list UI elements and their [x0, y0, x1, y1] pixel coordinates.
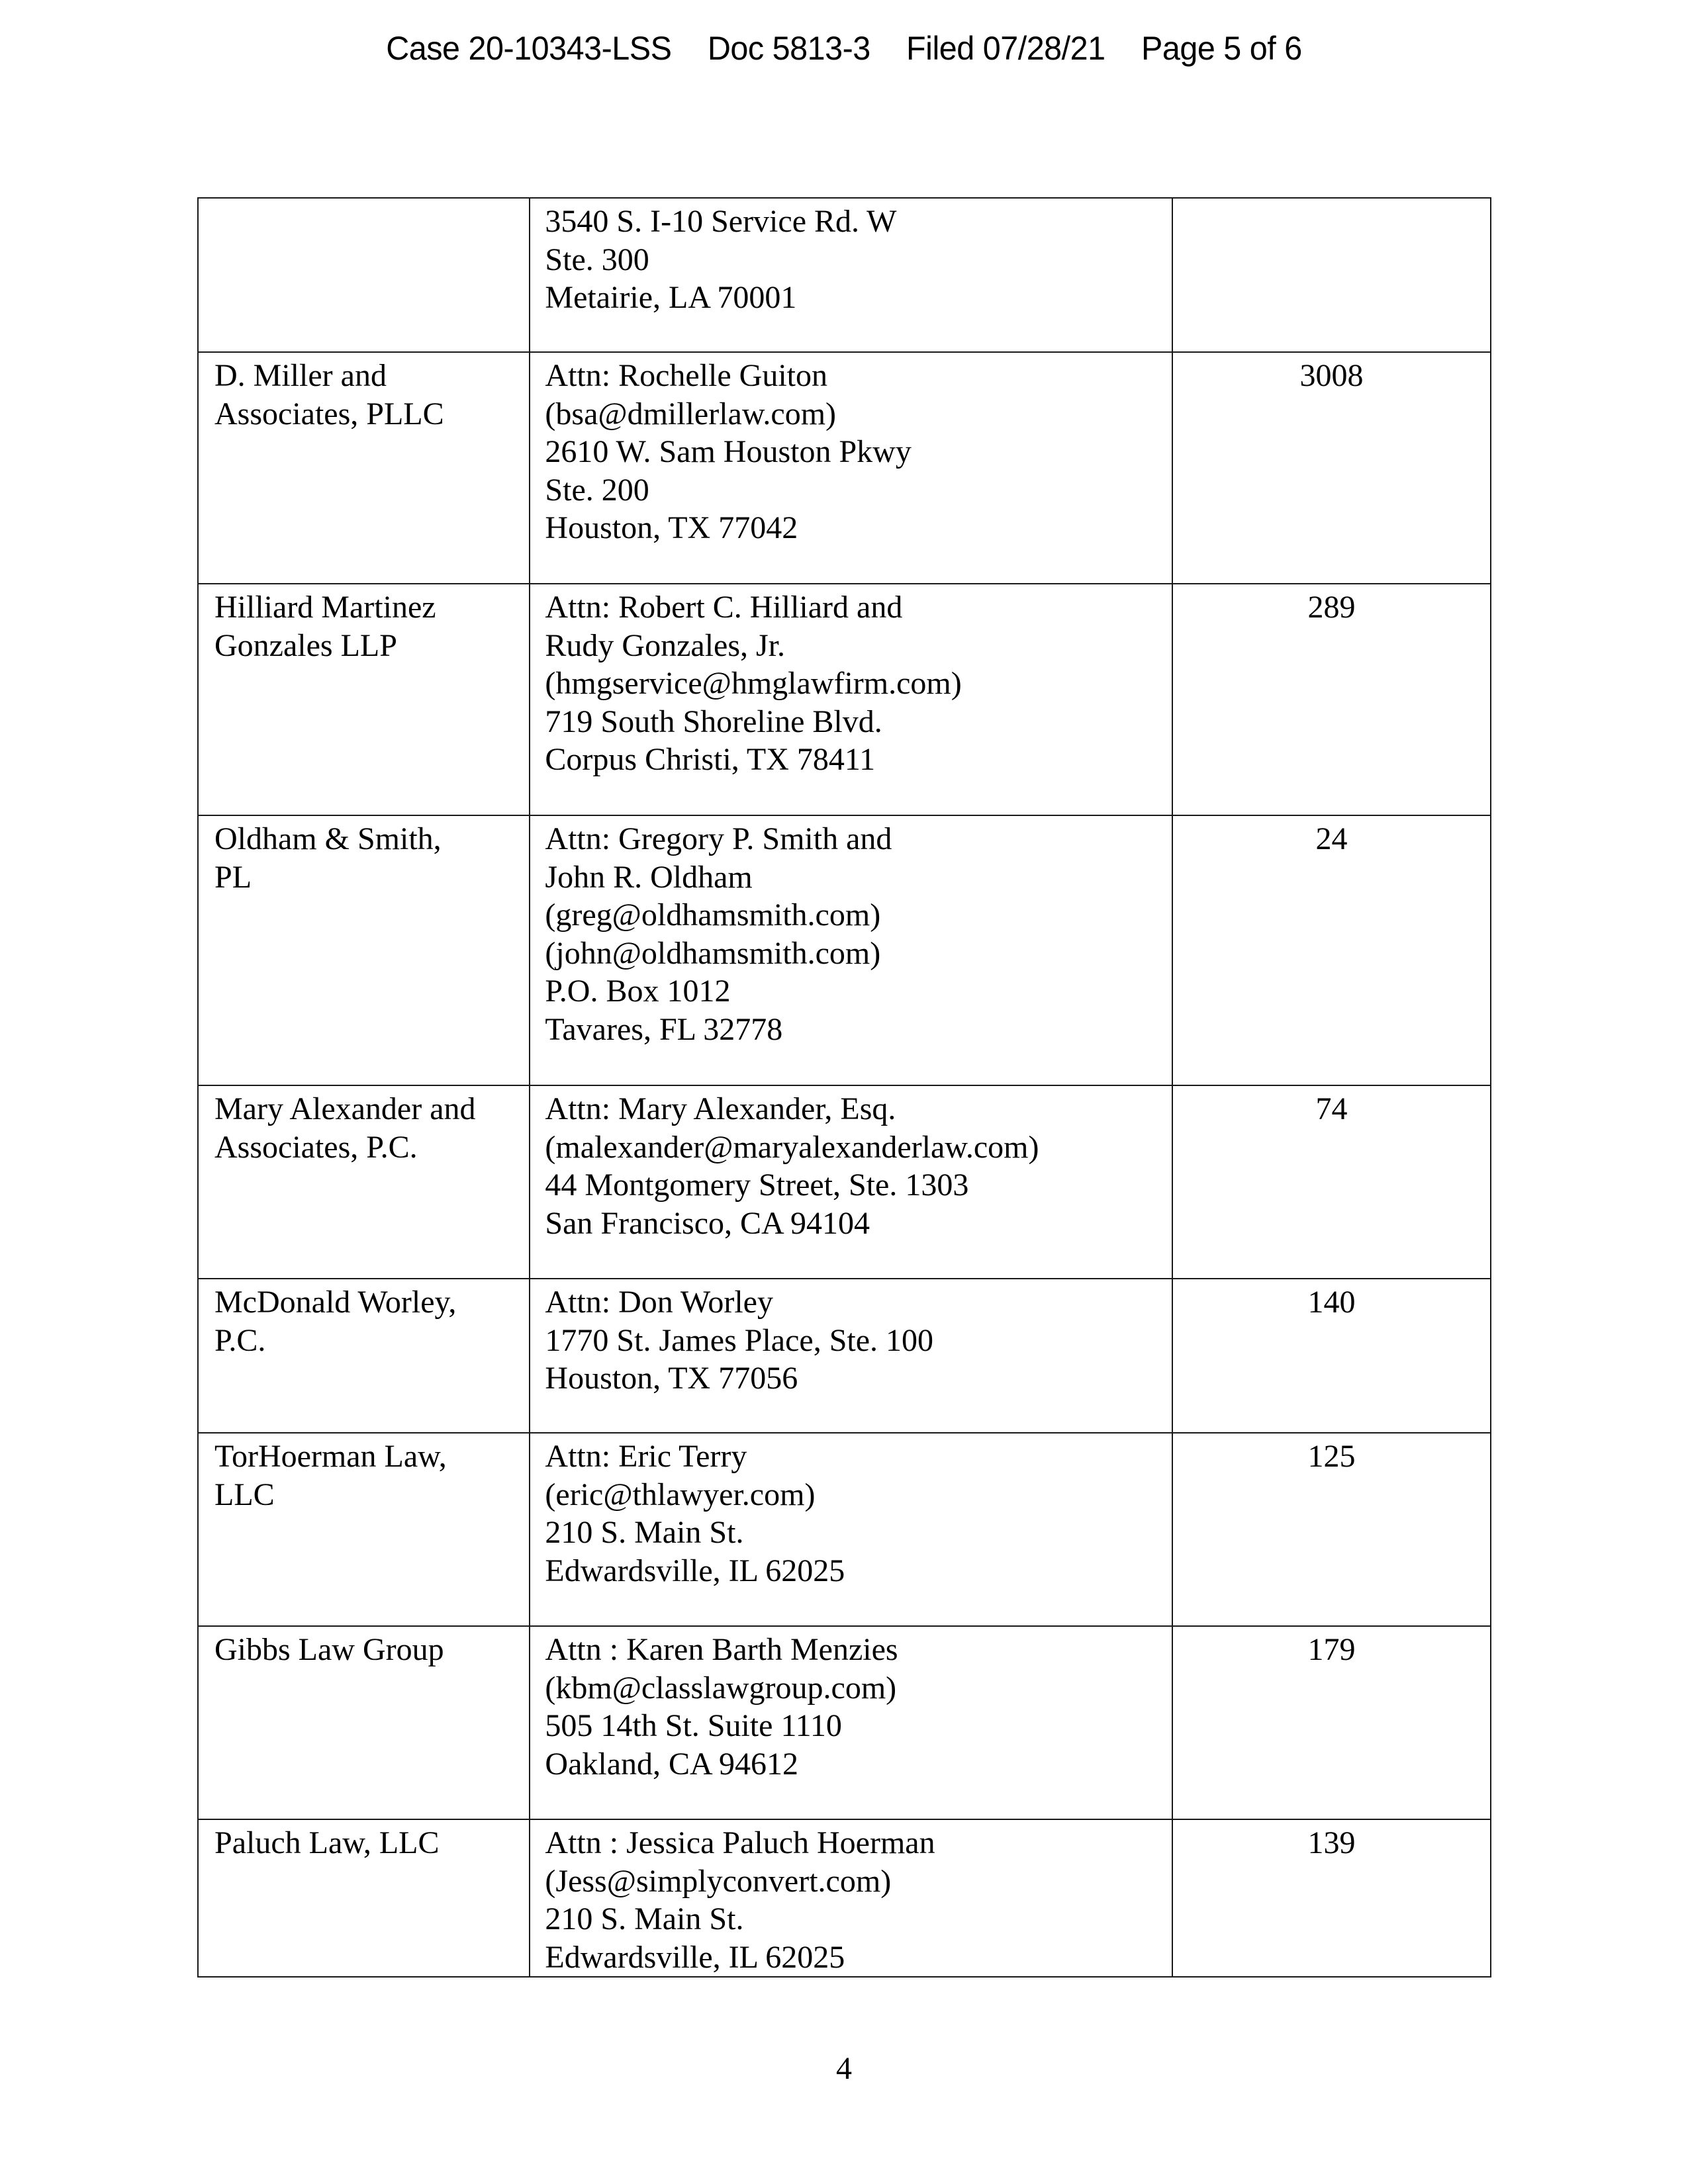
table-row	[198, 1433, 1491, 1626]
page-indicator: Page 5 of 6	[1141, 30, 1302, 67]
address-cell	[530, 1433, 1172, 1626]
service-list-table	[197, 197, 1491, 1978]
claim-count-cell-value: 139	[1307, 1825, 1356, 1860]
address-cell-line: (eric@thlawyer.com)	[545, 1477, 816, 1512]
firm-name-cell-line: Associates, PLLC	[214, 396, 444, 432]
firm-name-cell	[198, 198, 530, 352]
address-cell-line: Houston, TX 77042	[545, 510, 798, 545]
table-row	[198, 1626, 1491, 1819]
page-number: 4	[836, 2051, 852, 2086]
address-cell-line: Ste. 300	[545, 242, 649, 277]
firm-name-cell	[198, 1085, 530, 1279]
claim-count-cell-value: 24	[1315, 821, 1348, 856]
doc-number: Doc 5813-3	[707, 30, 870, 67]
claim-count-cell	[1172, 1279, 1491, 1433]
address-cell-line: John R. Oldham	[545, 859, 753, 895]
address-cell-line: Attn: Robert C. Hilliard and	[545, 590, 903, 625]
claim-count-cell-value: 140	[1307, 1285, 1356, 1320]
table-row	[198, 1085, 1491, 1279]
claim-count-cell	[1172, 1085, 1491, 1279]
address-cell-line: 210 S. Main St.	[545, 1515, 744, 1550]
firm-name-cell	[198, 1433, 530, 1626]
claim-count-cell	[1172, 584, 1491, 815]
address-cell-line: Attn : Karen Barth Menzies	[545, 1632, 898, 1667]
firm-name-cell-line: Oldham & Smith,	[214, 821, 442, 856]
address-cell-line: Attn: Don Worley	[545, 1285, 773, 1320]
address-cell-line: P.O. Box 1012	[545, 974, 731, 1009]
address-cell	[530, 1085, 1172, 1279]
firm-name-cell-line: Gibbs Law Group	[214, 1632, 444, 1667]
address-cell-line: San Francisco, CA 94104	[545, 1205, 870, 1241]
firm-name-cell	[198, 1819, 530, 1977]
address-cell-line: Edwardsville, IL 62025	[545, 1939, 845, 1975]
address-cell-line: Houston, TX 77056	[545, 1361, 798, 1396]
firm-name-cell-line: PL	[214, 859, 252, 895]
firm-name-cell-line: Gonzales LLP	[214, 627, 397, 663]
address-cell-line: 210 S. Main St.	[545, 1901, 744, 1936]
address-cell-line: Attn: Eric Terry	[545, 1439, 747, 1474]
address-cell-line: 719 South Shoreline Blvd.	[545, 704, 882, 739]
claim-count-cell	[1172, 1433, 1491, 1626]
claim-count-cell	[1172, 815, 1491, 1085]
table-row	[198, 815, 1491, 1085]
firm-name-cell	[198, 1279, 530, 1433]
address-cell-line: (john@oldhamsmith.com)	[545, 935, 881, 971]
address-cell-line: 3540 S. I-10 Service Rd. W	[545, 204, 897, 239]
address-cell-line: (kbm@classlawgroup.com)	[545, 1670, 897, 1706]
address-cell-line: Metairie, LA 70001	[545, 280, 797, 315]
address-cell-line: (hmgservice@hmglawfirm.com)	[545, 666, 962, 701]
claim-count-cell-value: 74	[1315, 1091, 1348, 1126]
claim-count-cell-value: 3008	[1299, 358, 1364, 393]
case-number: Case 20-10343-LSS	[386, 30, 672, 67]
claim-count-cell	[1172, 198, 1491, 352]
claim-count-cell	[1172, 352, 1491, 584]
address-cell	[530, 352, 1172, 584]
firm-name-cell	[198, 352, 530, 584]
firm-name-cell-line: TorHoerman Law,	[214, 1439, 447, 1474]
firm-name-cell-line: McDonald Worley,	[214, 1285, 457, 1320]
table-row	[198, 584, 1491, 815]
address-cell-line: 44 Montgomery Street, Ste. 1303	[545, 1167, 969, 1203]
firm-name-cell-line: LLC	[214, 1477, 275, 1512]
table-row	[198, 1279, 1491, 1433]
address-cell	[530, 198, 1172, 352]
firm-name-cell	[198, 815, 530, 1085]
claim-count-cell-value: 125	[1307, 1439, 1356, 1474]
address-cell-line: 1770 St. James Place, Ste. 100	[545, 1322, 934, 1358]
address-cell-line: 2610 W. Sam Houston Pkwy	[545, 434, 912, 469]
address-cell-line: Tavares, FL 32778	[545, 1011, 783, 1047]
firm-name-cell-line: Paluch Law, LLC	[214, 1825, 440, 1860]
claim-count-cell-value: 179	[1307, 1632, 1356, 1667]
address-cell-line: Edwardsville, IL 62025	[545, 1553, 845, 1588]
case-header	[25, 29, 1663, 68]
address-cell-line: Attn : Jessica Paluch Hoerman	[545, 1825, 935, 1860]
firm-name-cell-line: D. Miller and	[214, 358, 387, 393]
firm-name-cell-line: Associates, P.C.	[214, 1129, 418, 1165]
address-cell-line: Attn: Mary Alexander, Esq.	[545, 1091, 896, 1126]
firm-name-cell-line: Hilliard Martinez	[214, 590, 436, 625]
address-cell-line: Oakland, CA 94612	[545, 1746, 799, 1782]
firm-name-cell-line: Mary Alexander and	[214, 1091, 476, 1126]
address-cell	[530, 584, 1172, 815]
address-cell-line: Rudy Gonzales, Jr.	[545, 627, 786, 663]
table-row	[198, 352, 1491, 584]
firm-name-cell	[198, 584, 530, 815]
address-cell	[530, 815, 1172, 1085]
address-cell-line: Attn: Gregory P. Smith and	[545, 821, 892, 856]
address-cell-line: (bsa@dmillerlaw.com)	[545, 396, 837, 432]
address-cell-line: (Jess@simplyconvert.com)	[545, 1863, 892, 1899]
table-row	[198, 198, 1491, 352]
address-cell	[530, 1279, 1172, 1433]
address-cell-line: 505 14th St. Suite 1110	[545, 1708, 842, 1743]
address-cell-line: (malexander@maryalexanderlaw.com)	[545, 1129, 1039, 1165]
filed-date: Filed 07/28/21	[906, 30, 1105, 67]
address-cell-line: Attn: Rochelle Guiton	[545, 358, 828, 393]
claim-count-cell-value: 289	[1307, 590, 1356, 625]
address-cell-line: Corpus Christi, TX 78411	[545, 742, 876, 777]
table-row	[198, 1819, 1491, 1977]
firm-name-cell-line: P.C.	[214, 1322, 266, 1358]
firm-name-cell	[198, 1626, 530, 1819]
address-cell	[530, 1626, 1172, 1819]
address-cell	[530, 1819, 1172, 1977]
address-cell-line: (greg@oldhamsmith.com)	[545, 897, 881, 933]
claim-count-cell	[1172, 1819, 1491, 1977]
address-cell-line: Ste. 200	[545, 472, 649, 508]
claim-count-cell	[1172, 1626, 1491, 1819]
